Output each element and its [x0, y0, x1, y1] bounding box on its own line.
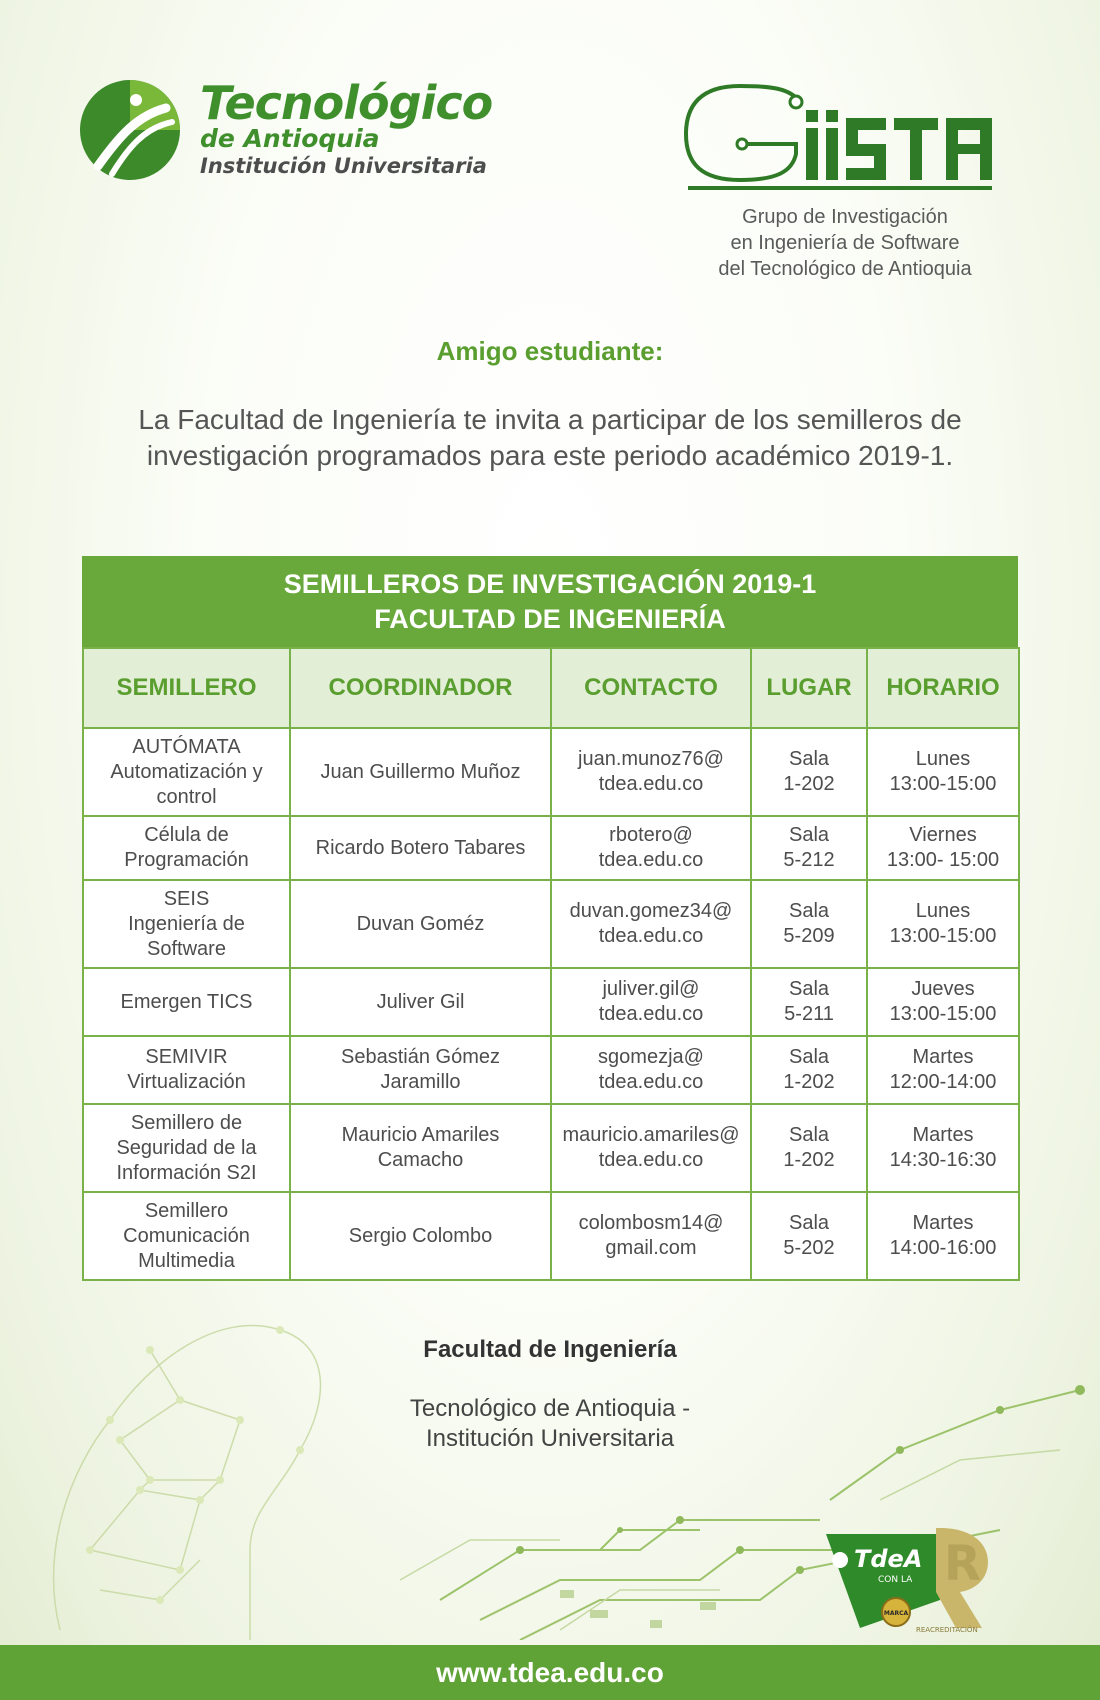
column-header-horario: HORARIO	[867, 648, 1019, 728]
cell-lugar	[751, 1104, 867, 1192]
invitation-line1: La Facultad de Ingeniería te invita a participar de los semilleros de	[138, 404, 962, 435]
cell-lugar-line: 1-202	[783, 773, 835, 795]
table-body	[83, 728, 1019, 1280]
table-row	[83, 816, 1019, 880]
cell-semillero-line: SEMIVIR	[145, 1046, 228, 1068]
invitation-line2: investigación programados para este periodo académico 2019-1.	[146, 440, 954, 471]
cell-semillero	[83, 728, 290, 816]
cell-contacto-line[interactable]: juan.munoz76@	[578, 748, 724, 770]
column-header-semillero: SEMILLERO	[83, 648, 290, 728]
cell-lugar-line: 1-202	[783, 1071, 835, 1093]
table-row	[83, 968, 1019, 1036]
cell-lugar	[751, 968, 867, 1036]
cell-lugar	[751, 1036, 867, 1104]
cell-horario-line: Martes	[912, 1046, 974, 1068]
tdea-name: Tecnológico	[200, 76, 493, 130]
cell-contacto	[551, 1104, 751, 1192]
tdea-emblem-icon	[78, 78, 182, 182]
cell-horario-line: Martes	[912, 1124, 974, 1146]
cell-semillero-line: SEIS	[163, 887, 210, 910]
cell-lugar-line: 5-202	[783, 1237, 835, 1259]
cell-horario	[867, 728, 1019, 816]
cell-lugar	[751, 728, 867, 816]
giista-wordmark-icon	[680, 82, 1010, 192]
invitation-text	[80, 402, 1020, 474]
cell-lugar-line: 5-211	[784, 1003, 834, 1025]
cell-contacto-line[interactable]: gmail.com	[605, 1237, 697, 1259]
cell-coordinador-line: Camacho	[377, 1149, 464, 1171]
table-title-line2: FACULTAD DE INGENIERÍA	[374, 604, 726, 634]
cell-semillero	[83, 1036, 290, 1104]
cell-horario-line: 13:00- 15:00	[886, 849, 1000, 871]
cell-lugar	[751, 816, 867, 880]
footer-institution-line1: Tecnológico de Antioquia -	[409, 1395, 691, 1422]
footer-institution-line2: Institución Universitaria	[425, 1425, 675, 1452]
cell-semillero-line: Virtualización	[127, 1071, 246, 1093]
giista-caption-line1: Grupo de Investigación	[742, 206, 948, 228]
column-header-lugar: LUGAR	[751, 648, 867, 728]
cell-contacto	[551, 728, 751, 816]
cell-semillero-line: Ingeniería de	[128, 912, 245, 935]
cell-coordinador	[290, 968, 551, 1036]
cell-contacto-line[interactable]: juliver.gil@	[602, 978, 700, 1000]
cell-lugar-line: 5-212	[783, 849, 835, 871]
cell-horario	[867, 816, 1019, 880]
cell-coordinador-line: Juan Guillermo Muñoz	[320, 760, 521, 783]
website-link[interactable]: www.tdea.edu.co	[436, 1657, 664, 1688]
cell-lugar-line: Sala	[788, 1124, 830, 1146]
accreditation-label: REACREDITACIÓN	[916, 1626, 978, 1634]
accreditation-letter: R	[944, 1536, 981, 1592]
column-header-coordinador: COORDINADOR	[290, 648, 551, 728]
cell-lugar-line: Sala	[788, 748, 830, 770]
tdea-subtitle: de Antioquia	[200, 124, 380, 153]
cell-contacto-line[interactable]: sgomezja@	[598, 1046, 704, 1068]
table-title-line1: SEMILLEROS DE INVESTIGACIÓN 2019-1	[283, 569, 817, 599]
table-header-row	[83, 648, 1019, 728]
cell-semillero-line: control	[156, 785, 217, 808]
cell-horario-line: 12:00-14:00	[889, 1071, 997, 1093]
giista-caption-line2: en Ingeniería de Software	[730, 232, 960, 254]
cell-horario	[867, 880, 1019, 968]
cell-semillero-line: Información S2I	[116, 1161, 257, 1184]
cell-lugar-line: Sala	[788, 900, 830, 922]
cell-horario-line: Jueves	[911, 978, 975, 1000]
cell-horario-line: 13:00-15:00	[889, 773, 997, 795]
cell-coordinador-line: Mauricio Amariles	[341, 1124, 500, 1146]
cell-lugar-line: 1-202	[783, 1149, 835, 1171]
cell-contacto-line[interactable]: tdea.edu.co	[598, 849, 704, 871]
table-row	[83, 1036, 1019, 1104]
cell-contacto-line[interactable]: duvan.gomez34@	[569, 900, 733, 922]
cell-horario	[867, 1036, 1019, 1104]
cell-semillero-line: Semillero	[144, 1199, 229, 1222]
cell-semillero-line: Semillero de	[130, 1111, 243, 1134]
table-row	[83, 728, 1019, 816]
cell-semillero-line: AUTÓMATA	[132, 735, 241, 758]
footer-faculty: Facultad de Ingeniería	[423, 1336, 677, 1363]
cell-contacto-line[interactable]: tdea.edu.co	[598, 1149, 704, 1171]
cell-semillero	[83, 968, 290, 1036]
cell-semillero-line: Célula de	[144, 824, 229, 846]
table-title	[82, 556, 1018, 647]
cell-semillero-line: Seguridad de la	[116, 1136, 257, 1159]
cell-horario-line: 13:00-15:00	[889, 925, 997, 947]
cell-horario	[867, 968, 1019, 1036]
cell-coordinador	[290, 816, 551, 880]
cell-contacto-line[interactable]: colombosm14@	[578, 1212, 724, 1234]
cell-contacto	[551, 816, 751, 880]
cell-horario-line: Lunes	[915, 748, 971, 770]
tdea-institution: Institución Universitaria	[200, 154, 487, 178]
cell-semillero-line: Multimedia	[138, 1249, 235, 1272]
cell-semillero-line: Software	[147, 937, 226, 960]
cell-horario-line: 14:00-16:00	[889, 1237, 997, 1259]
cell-coordinador-line: Sebastián Gómez	[341, 1046, 500, 1068]
cell-coordinador-line: Sergio Colombo	[348, 1224, 493, 1247]
cell-semillero	[83, 816, 290, 880]
giista-caption-line3: del Tecnológico de Antioquia	[718, 258, 972, 280]
cell-contacto-line[interactable]: tdea.edu.co	[598, 1071, 704, 1093]
accreditation-small: CON LA	[878, 1575, 913, 1585]
table-row	[83, 880, 1019, 968]
tdea-logo	[78, 78, 558, 188]
cell-horario-line: Lunes	[915, 900, 971, 922]
column-header-contacto: CONTACTO	[551, 648, 751, 728]
cell-semillero-line: Programación	[124, 849, 249, 871]
cell-coordinador-line: Juliver Gil	[376, 990, 465, 1013]
cell-contacto	[551, 1036, 751, 1104]
cell-lugar-line: Sala	[788, 978, 830, 1000]
cell-lugar-line: 5-209	[783, 925, 835, 947]
accreditation-seal: MARCA	[883, 1610, 909, 1617]
cell-contacto-line[interactable]: tdea.edu.co	[598, 925, 704, 947]
cell-coordinador-line: Ricardo Botero Tabares	[315, 836, 526, 859]
cell-coordinador	[290, 1104, 551, 1192]
cell-semillero-line: Comunicación	[123, 1224, 250, 1247]
accreditation-brand: TdeA	[854, 1545, 923, 1573]
semilleros-grid	[82, 647, 1020, 1281]
cell-coordinador	[290, 728, 551, 816]
cell-contacto	[551, 880, 751, 968]
cell-lugar-line: Sala	[788, 1046, 830, 1068]
cell-contacto	[551, 968, 751, 1036]
cell-horario-line: 13:00-15:00	[889, 1003, 997, 1025]
giista-logo	[680, 82, 1010, 287]
footer-institution	[0, 1394, 1100, 1454]
cell-coordinador-line: Duvan Goméz	[356, 912, 485, 935]
cell-semillero	[83, 1104, 290, 1192]
cell-lugar	[751, 880, 867, 968]
table-row	[83, 1104, 1019, 1192]
cell-lugar-line: Sala	[788, 1212, 830, 1234]
cell-contacto-line[interactable]: tdea.edu.co	[598, 1003, 704, 1025]
footer-bar	[0, 1645, 1100, 1700]
semilleros-table	[82, 556, 1018, 1281]
accreditation-badge-icon	[820, 1520, 1000, 1640]
cell-lugar-line: Sala	[788, 824, 830, 846]
cell-horario-line: 14:30-16:30	[889, 1149, 997, 1171]
cell-coordinador	[290, 880, 551, 968]
cell-horario	[867, 1104, 1019, 1192]
cell-horario-line: Martes	[912, 1212, 974, 1234]
cell-coordinador-line: Jaramillo	[380, 1071, 461, 1093]
cell-contacto-line[interactable]: tdea.edu.co	[598, 773, 704, 795]
cell-coordinador	[290, 1036, 551, 1104]
cell-semillero	[83, 880, 290, 968]
cell-semillero-line: Automatización y	[110, 760, 263, 783]
cell-semillero-line: Emergen TICS	[120, 990, 253, 1013]
greeting: Amigo estudiante:	[436, 336, 664, 366]
cell-contacto-line[interactable]: rbotero@	[609, 824, 693, 846]
cell-horario-line: Viernes	[909, 824, 977, 846]
cell-contacto-line[interactable]: mauricio.amariles@	[562, 1124, 740, 1146]
